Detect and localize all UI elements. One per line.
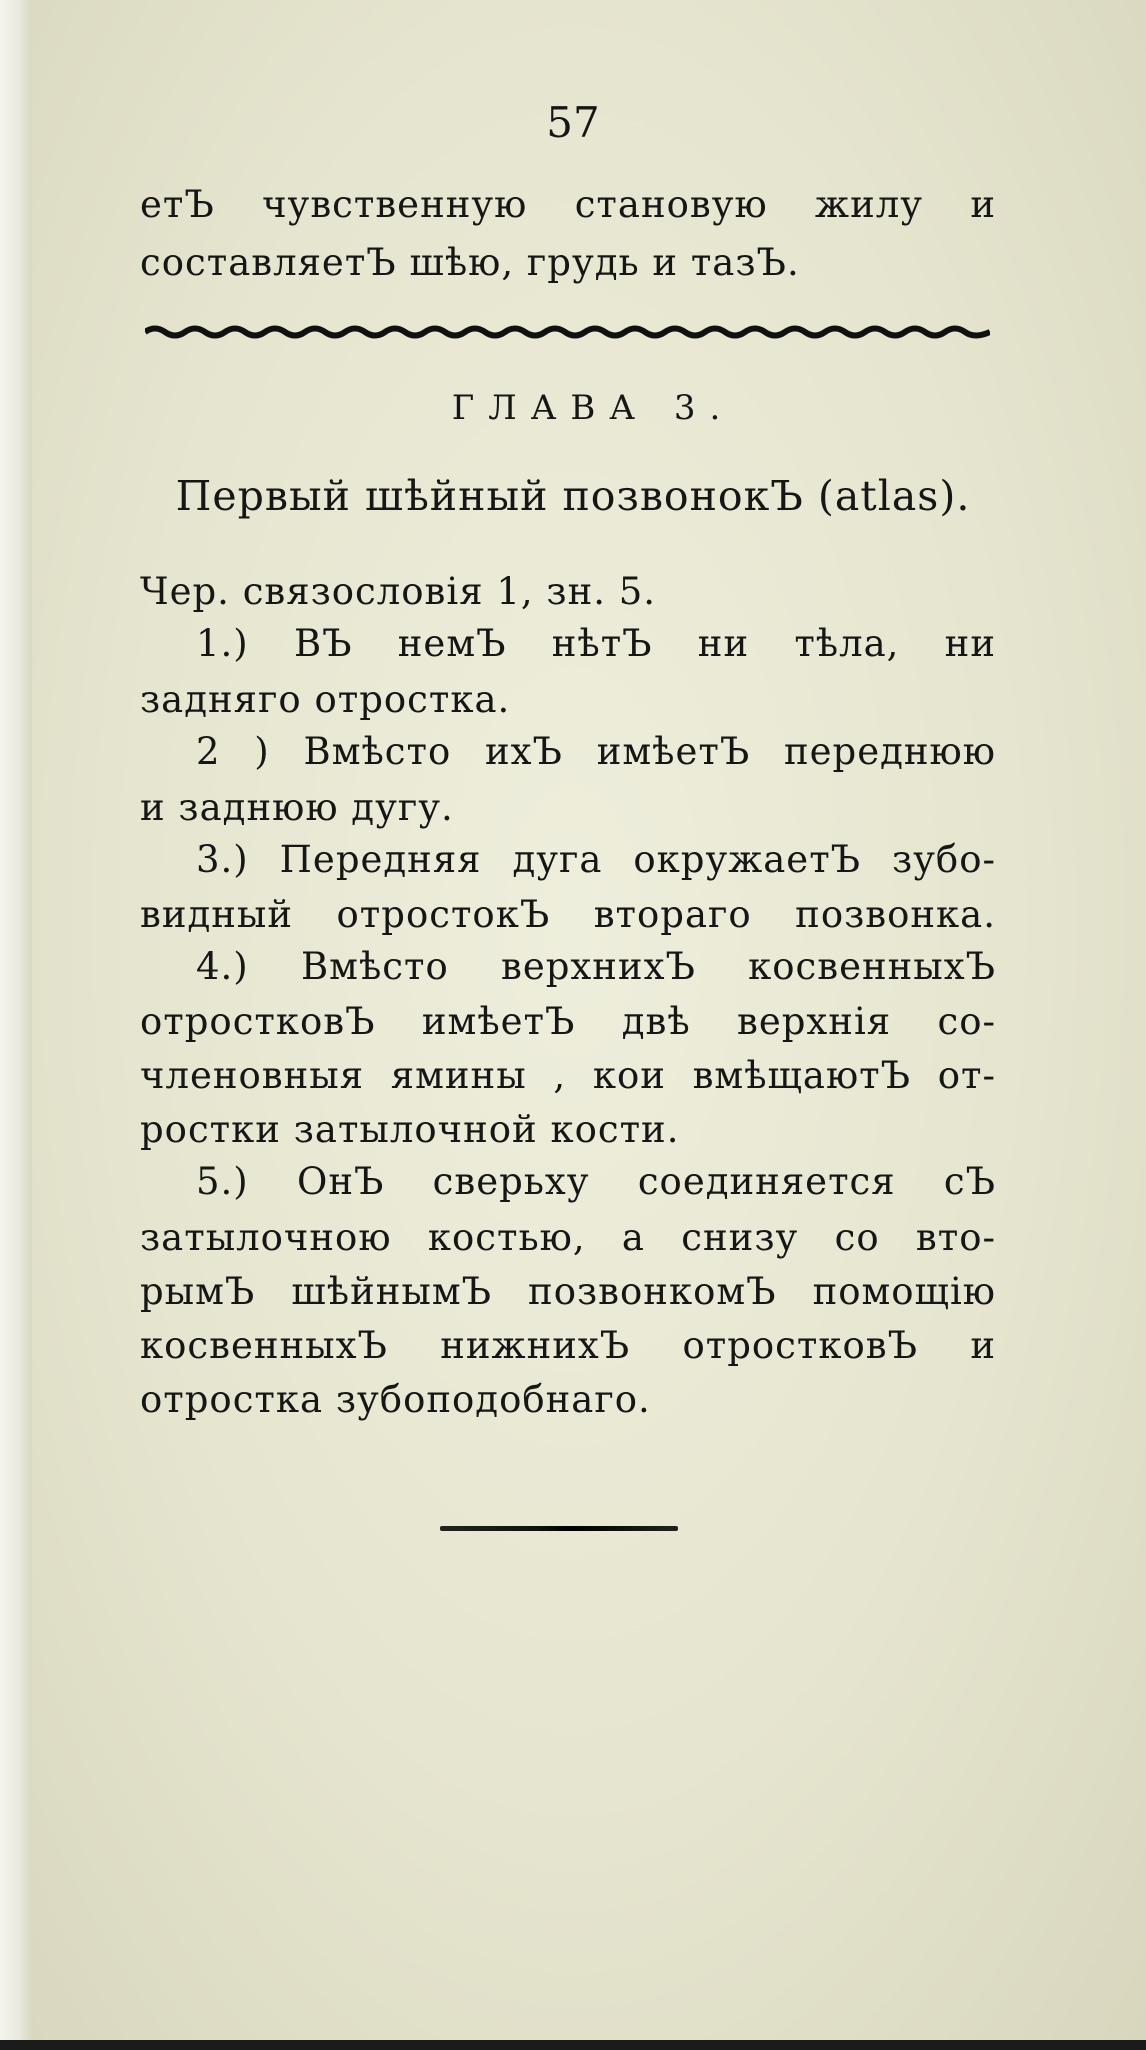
text-line: отростка зубоподобнаго. bbox=[140, 1378, 651, 1421]
text-line: члeновныя ямины , кои вмѣщаютЪ от- bbox=[140, 1054, 996, 1097]
text-line: задняго отростка. bbox=[140, 678, 511, 721]
text-line: и заднюю дугу. bbox=[140, 786, 454, 829]
text-line: 4.) Вмѣсто верхнихЪ косвенныхЪ bbox=[196, 945, 996, 988]
page-left-margin bbox=[0, 0, 32, 2050]
text-line: 2 ) Вмѣсто ихЪ имѣетЪ переднюю bbox=[196, 730, 996, 773]
section-title: Первый шѣйный позвонокЪ (atlas). bbox=[175, 472, 971, 520]
figure-reference: Чер. связословія 1, зн. 5. bbox=[140, 570, 657, 613]
text-line: затылочною костью, а снизу со вто- bbox=[140, 1216, 996, 1259]
text-line: 1.) ВЪ немЪ нѣтЪ ни тѣла, ни bbox=[196, 622, 996, 665]
text-line: етЪ чувственную становую жилу и bbox=[140, 183, 996, 226]
text-line: 3.) Передняя дуга окружаетЪ зубо- bbox=[196, 838, 996, 881]
scan-bottom-edge bbox=[0, 2040, 1146, 2050]
text-line: 5.) ОнЪ сверьху соединяется сЪ bbox=[196, 1160, 996, 1203]
text-line: ростки затылочной кости. bbox=[140, 1108, 680, 1151]
end-rule-divider bbox=[440, 1526, 678, 1531]
text-line: рымЪ шѣйнымЪ позвонкомЪ помощію bbox=[140, 1270, 996, 1313]
text-line: отростковЪ имѣетЪ двѣ верхнія со- bbox=[140, 1000, 996, 1043]
chapter-title: ГЛАВА 3. bbox=[451, 388, 735, 428]
page-number: 57 bbox=[546, 98, 600, 147]
text-line: видный отростокЪ втораго позвонка. bbox=[140, 893, 996, 936]
text-line: косвенныхЪ нижнихЪ отростковЪ и bbox=[140, 1324, 996, 1367]
decorative-ornament-divider bbox=[145, 325, 990, 339]
text-line: составляетЪ шѣю, грудь и тазЪ. bbox=[140, 241, 800, 284]
